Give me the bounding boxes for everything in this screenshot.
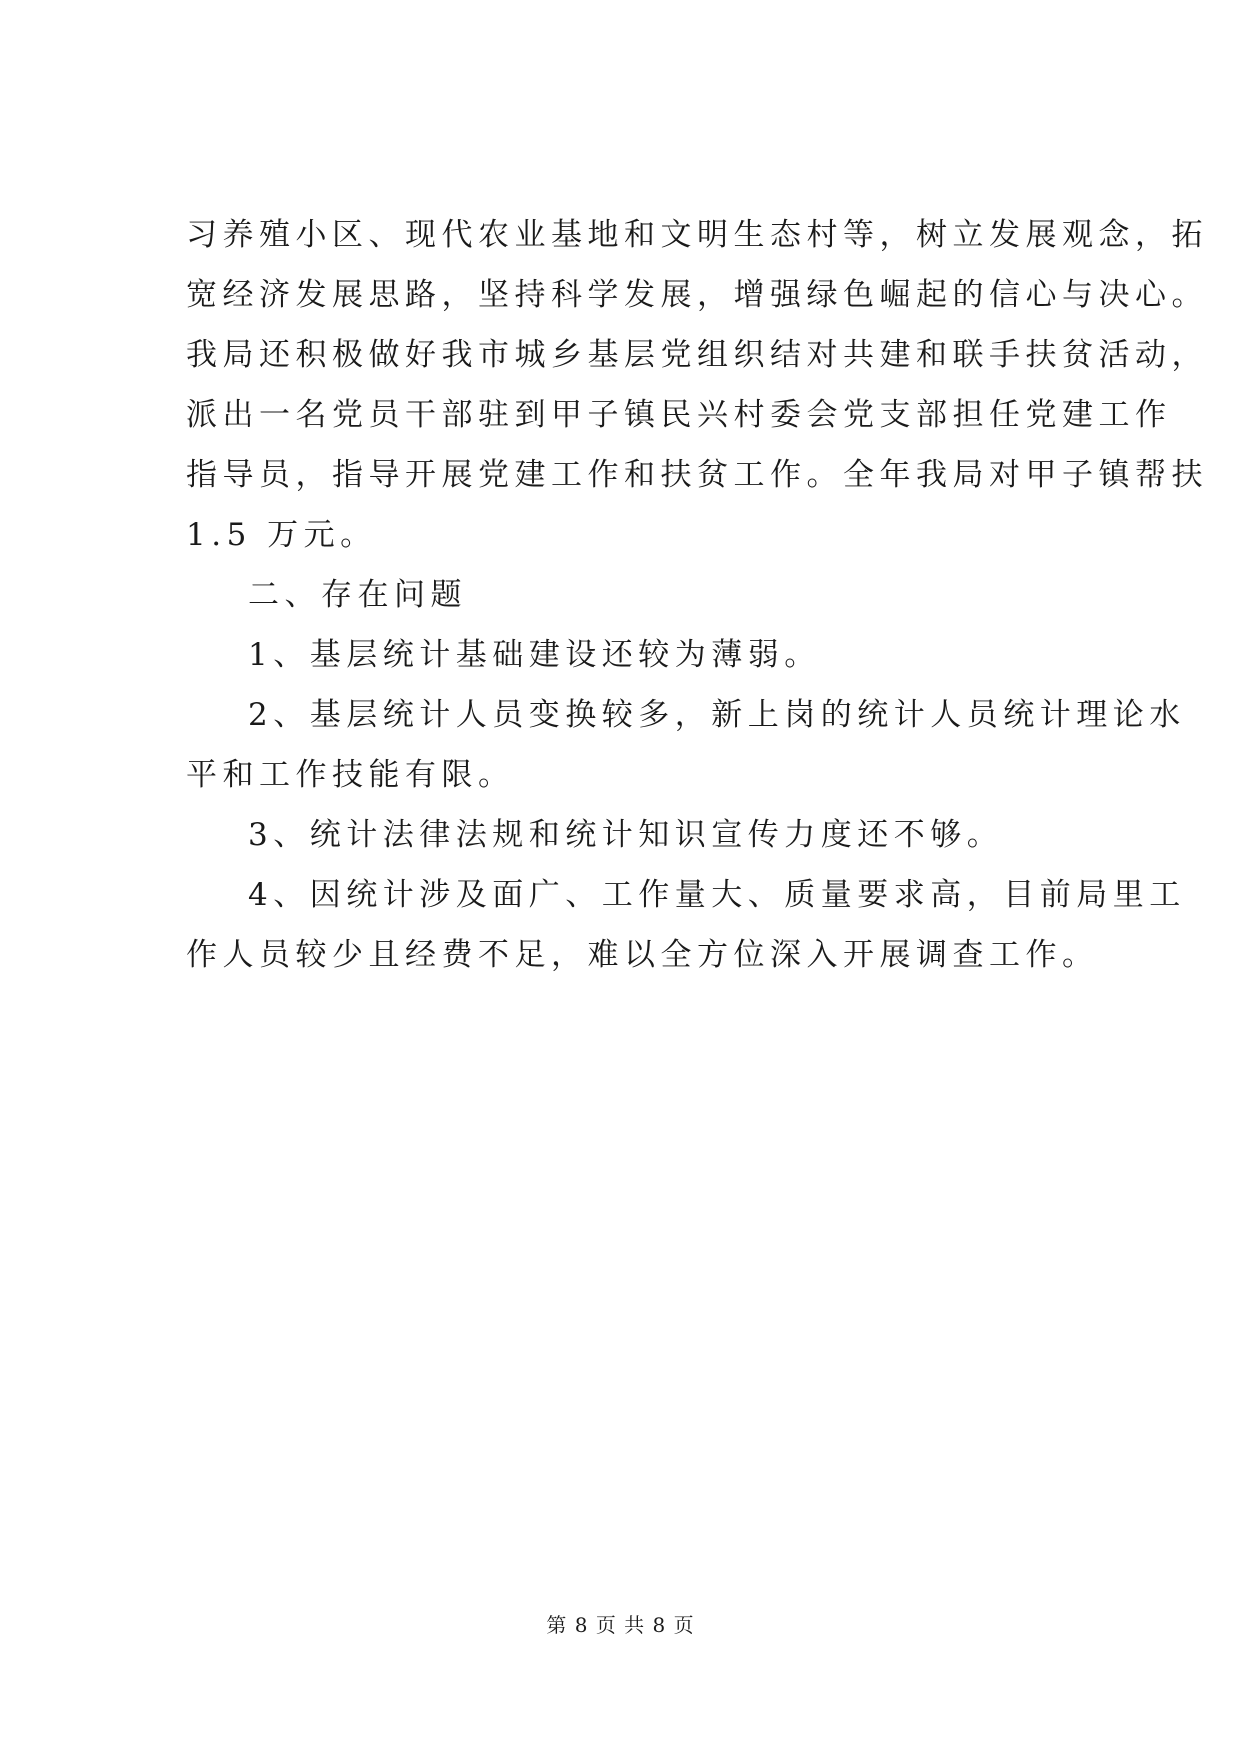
body-line-3: 我局还积极做好我市城乡基层党组织结对共建和联手扶贫活动，	[186, 337, 1208, 373]
body-line-2: 宽经济发展思路，坚持科学发展，增强绿色崛起的信心与决心。	[186, 277, 1208, 313]
problem-item-1: 1、基层统计基础建设还较为薄弱。	[248, 637, 821, 673]
body-line-5: 指导员，指导开展党建工作和扶贫工作。全年我局对甲子镇帮扶	[186, 457, 1208, 493]
document-body	[186, 205, 1208, 985]
problem-item-2-continued: 平和工作技能有限。	[186, 757, 515, 793]
section-heading-problems: 二、存在问题	[248, 577, 467, 613]
problem-item-2: 2、基层统计人员变换较多，新上岗的统计人员统计理论水	[248, 697, 1186, 733]
problem-item-3: 3、统计法律法规和统计知识宣传力度还不够。	[248, 817, 1004, 853]
body-line-4: 派出一名党员干部驻到甲子镇民兴村委会党支部担任党建工作	[186, 397, 1172, 433]
page-footer: 第 8 页 共 8 页	[546, 1613, 695, 1637]
problem-item-4-continued: 作人员较少且经费不足，难以全方位深入开展调查工作。	[186, 937, 1099, 973]
problem-item-4: 4、因统计涉及面广、工作量大、质量要求高，目前局里工	[248, 877, 1186, 913]
body-line-6: 1.5 万元。	[186, 517, 377, 553]
body-line-1: 习养殖小区、现代农业基地和文明生态村等，树立发展观念，拓	[186, 217, 1208, 253]
